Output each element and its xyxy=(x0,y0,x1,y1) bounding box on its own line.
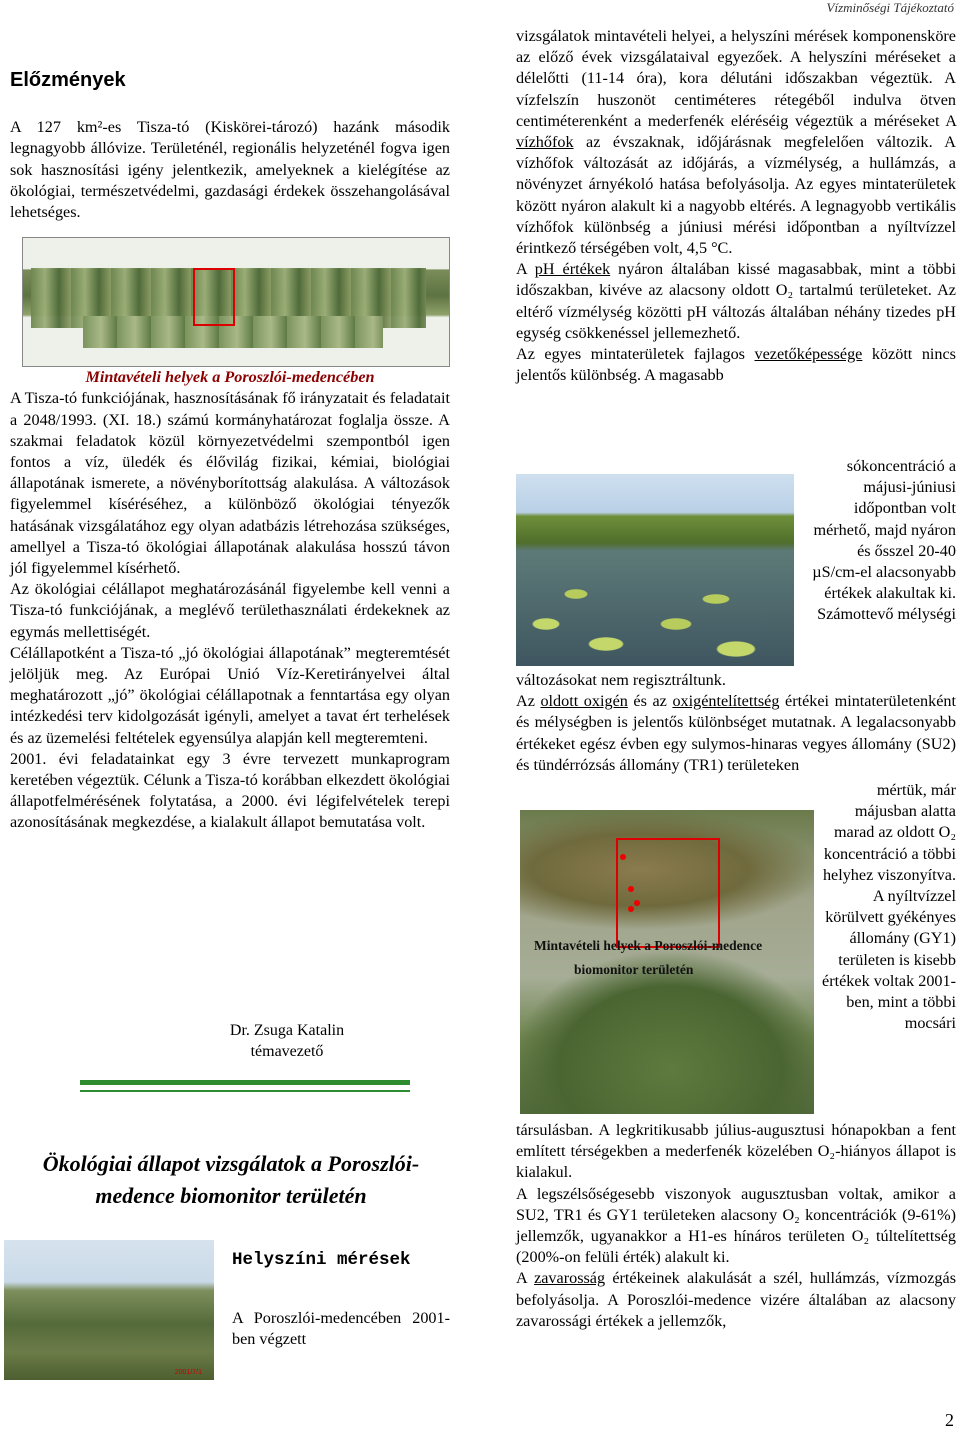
aerial-label-line-1: Mintavételi helyek a Poroszlói-medence xyxy=(534,938,763,953)
section-heading: Előzmények xyxy=(10,69,126,91)
biomonitor-area-marker xyxy=(616,838,720,948)
map-caption: Mintavételi helyek a Poroszlói-medencében xyxy=(85,368,375,387)
sampling-area-marker xyxy=(193,268,235,326)
oxygen-wrap-text: mértük, már májusban alatta marad az oldott O₂ koncentráció a többi helyhez viszonyítva. A nyíltvízzel körülvett gyékényes állomány (GY1) területen is kisebb értékek voltak 2001-ben, mint a többi mocsári xyxy=(822,781,956,1033)
page-number: 2 xyxy=(945,1410,954,1430)
conductivity-end: változásokat nem regisztráltunk. xyxy=(516,671,726,689)
reeds-photo xyxy=(4,1240,214,1380)
term-oxygen-saturation: oxigéntelítettség xyxy=(672,692,780,711)
term-ph: pH értékek xyxy=(534,260,611,279)
water-lilies-photo xyxy=(516,474,794,666)
paragraph-2: Az ökológiai célállapot meghatározásánál figyelembe kell venni a Tisza-tó funkciójának, a meglévő területhasználati érdekeknek az egymás mellettiségét. xyxy=(10,580,450,641)
paragraph-3: Célállapotként a Tisza-tó „jó ökológiai állapotának” megteremtését jelöljük meg. Az Európai Unió Víz-Keretirányelvei által meghatározott „jó” ökológiai célállapotnak a fenntartása egy olyan intézkedési terv kidolgozását igényli, amelyet a tavat ért terhelések és az üzemelési feltételek egyensúlya alapján kell megteremteni. xyxy=(10,643,450,747)
sampling-point-3 xyxy=(634,900,640,906)
author-block xyxy=(220,1020,354,1062)
term-dissolved-oxygen: oldott oxigén xyxy=(540,692,628,711)
oxygen-end: társulásban. A legkritikusabb július-augusztusi hónapokban a fent említett térségekben a mederfenék közelében O₂-hiányos állapot is kialakul. xyxy=(516,1121,956,1182)
divider-line-thin xyxy=(80,1090,410,1092)
oxygen-text: Az oldott oxigén és az oxigéntelítettség értékei mintaterületenként és mélységben is jelentős különbséget mutatnak. A legalacsonyabb értékeket egész évben egy sulymos-hinaras vegyes állomány (SU2) és tündérrózsás állomány (TR1) területeken xyxy=(516,692,956,774)
photo-date-stamp: 2001/7/1 xyxy=(174,1369,202,1376)
ph-paragraph: A pH értékek nyáron általában kissé magasabbak, mint a többi időszakban, kivéve az alacsony oldott O₂ tartalmú területeket. Az eltérő vízmélység közötti pH változás általában néhány tizedes pH egység csökkenéssel jellemezhető. xyxy=(516,260,957,342)
author-name: Dr. Zsuga Katalin xyxy=(229,1022,345,1039)
sampling-point-1 xyxy=(620,854,626,860)
right-column xyxy=(516,26,956,386)
author-role: témavezető xyxy=(250,1043,324,1060)
term-conductivity: vezetőképessége xyxy=(754,345,863,364)
oxygen-paragraph xyxy=(516,670,956,776)
turbidity-paragraph: A zavarosság értékeinek alakulását a szél, hullámzás, vízmozgás befolyásolja. A Poroszlói-medence vizére általában az alacsony zavarossági értékek a jellemzők, xyxy=(516,1269,957,1330)
paragraph-4: 2001. évi feladatainkat egy 3 évre tervezett munkaprogram keretében végeztük. Célunk a Tisza-tó korábban elkezdett ökológiai állapotfelmérésének folytatása, a 2000. évi légifelvételek terepi azonosításának megkezdése, a kialakult állapot bemutatása volt. xyxy=(10,749,450,832)
sampling-point-4 xyxy=(628,906,634,912)
divider-line-thick xyxy=(80,1080,410,1085)
article-title: Ökológiai állapot vizsgálatok a Poroszlói-medence biomonitor területén xyxy=(42,1151,420,1208)
extreme-conditions-paragraph: A legszélsőségesebb viszonyok augusztusban voltak, amikor a SU2, TR1 és GY1 területeken alacsony O₂ koncentrációk (9-61%) jellemzők, ugyanakkor a H1-es hínáros területen O₂ túltelítettség (200%-on felüli érték) alakult ki. xyxy=(516,1184,956,1267)
sampling-map-image xyxy=(22,237,450,367)
conductivity-wrap-text: sókoncentráció a májusi-júniusi időpontban volt mérhető, majd nyáron és ősszel 20-40 µS/cm-el alacsonyabb értékek alakultak ki. Számottevő mélységi xyxy=(812,457,956,624)
left-column xyxy=(10,6,450,834)
subsection-intro: A Poroszlói-medencében 2001-ben végzett xyxy=(232,1309,450,1349)
header-note: Vízminőségi Tájékoztató xyxy=(826,0,954,15)
temperature-paragraph: vizsgálatok mintavételi helyei, a helyszíni mérések komponensköre az előző évek vizsgálataival egyezőek. A helyszíni méréseket a délelőtti (11-14 óra), kora délutáni időszakban végeztük. A vízfelszín huszonöt centiméteres rétegéből indulva ötven centiméterenként a mederfenék eléréséig végeztük a méréseket A vízhőfok az évszaknak, időjárásnak megfelelően változik. A vízhőfok változását az időjárás, a vízmélység, a hullámzás, a növényzet árnyékoló hatása befolyásolja. Az egyes mintaterületek között nyáron alakult ki a nagyobb eltérés. A legnagyobb vertikális vízhőfok különbség a júniusi mérési időpontban a nyíltvízzel érintkező térségében volt, 4,5 °C. xyxy=(516,27,956,258)
term-water-temperature: vízhőfok xyxy=(516,133,574,152)
subsection-heading: Helyszíni mérések xyxy=(232,1250,411,1270)
aerial-sampling-photo xyxy=(520,810,814,1114)
term-turbidity: zavarosság xyxy=(534,1269,606,1288)
sampling-point-2 xyxy=(628,886,634,892)
paragraph-1: A Tisza-tó funkciójának, hasznosításának fő irányzatait és feladatait a 2048/1993. (XI. 18.) számú kormányhatározat foglalja össze. A szakmai feladatok közül környezetvédelmi szempontból igen fontos a víz, üledék és élővilág fizikai, kémiai, biológiai állapotának ismerete, a növényborítottság alakulása. A változások figyelemmel kíséréséhez, a különböző ökológiai tényezők hatásának vizsgálatához egy olyan adatbázis létrehozása szükséges, amellyel a Tisza-tó ökológiai állapotának alakulása hosszú távon jól figyelemmel kísérhető. xyxy=(10,389,450,578)
intro-paragraph: A 127 km²-es Tisza-tó (Kiskörei-tározó) hazánk második legnagyobb állóvize. Területénél, regionális helyzeténél fogva igen sok hasznosítási igény jelentkezik, amelyeknek a kielégítése az ökológiai, természetvédelmi, gazdasági érdekek összehangolásával lehetséges. xyxy=(10,118,450,222)
lower-right-text xyxy=(516,1120,956,1332)
conductivity-paragraph: Az egyes mintaterületek fajlagos vezetőképessége között nincs jelentős különbség. A magasabb xyxy=(516,345,956,385)
aerial-label-line-2: biomonitor területén xyxy=(574,962,694,977)
